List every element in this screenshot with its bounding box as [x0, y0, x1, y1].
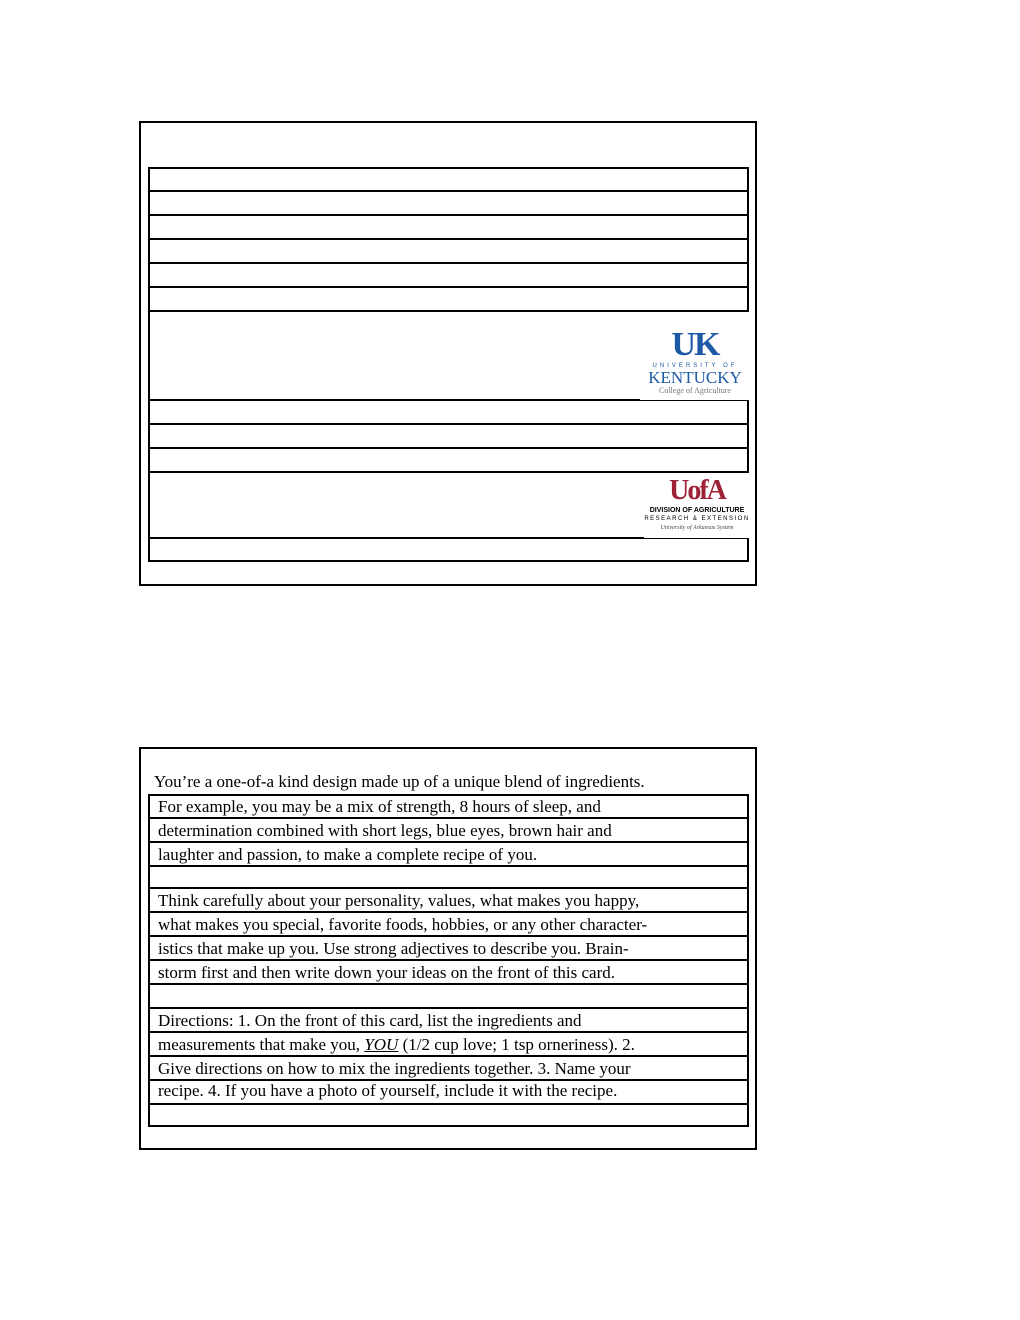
uk-college-of-agriculture-logo: [640, 328, 750, 400]
think-text-line: Think carefully about your personality, values, what makes you happy,: [158, 891, 640, 910]
example-text-line: determination combined with short legs, blue eyes, brown hair and: [158, 821, 612, 840]
example-text-line: laughter and passion, to make a complete recipe of you.: [158, 845, 538, 864]
think-text-line: istics that make up you. Use strong adjectives to describe you. Brain-: [158, 939, 629, 958]
directions-text-line: Directions: 1. On the front of this card, list the ingredients and: [158, 1011, 582, 1030]
card-line: [148, 262, 749, 288]
card-line: [148, 1103, 749, 1127]
card-line: [148, 537, 749, 562]
directions-text-segment: (1/2 cup love; 1 tsp orneriness). 2.: [398, 1035, 635, 1054]
emphasized-you: YOU: [364, 1035, 399, 1054]
ua-logo-system: University of Arkansas System: [660, 525, 734, 531]
uk-logo-state: KENTUCKY: [648, 368, 742, 387]
uk-logo-university: UNIVERSITY OF: [652, 363, 738, 369]
card-line: [148, 399, 749, 425]
card-line: [148, 865, 749, 889]
card-line: [148, 286, 749, 312]
ua-logo-division: DIVISION OF AGRICULTURE: [649, 507, 745, 514]
card-line: [148, 190, 749, 216]
example-text-line: For example, you may be a mix of strength, 8 hours of sleep, and: [158, 797, 601, 816]
directions-text-line: Give directions on how to mix the ingredients together. 3. Name your: [158, 1059, 631, 1078]
uofa-division-of-agriculture-logo: [644, 476, 750, 538]
intro-text: You’re a one-of-a kind design made up of a unique blend of ingredients.: [154, 772, 645, 791]
card-line: [148, 423, 749, 449]
card-line: [148, 447, 749, 473]
directions-text-line: recipe. 4. If you have a photo of yourself, include it with the recipe.: [158, 1081, 618, 1100]
uk-logo-mark: UK: [671, 326, 719, 363]
card-line: [148, 214, 749, 240]
card-line: [148, 238, 749, 264]
card-line: [148, 167, 749, 192]
ua-logo-research: RESEARCH & EXTENSION: [644, 516, 750, 522]
think-text-line: what makes you special, favorite foods, hobbies, or any other character-: [158, 915, 648, 934]
directions-text-segment: measurements that make you,: [158, 1035, 365, 1054]
ua-logo-mark: UofA: [669, 475, 725, 506]
card-line: [148, 983, 749, 1009]
directions-text-line: [158, 1035, 635, 1055]
think-text-line: storm first and then write down your ideas on the front of this card.: [158, 963, 616, 982]
uk-logo-college: College of Agriculture: [659, 386, 731, 395]
